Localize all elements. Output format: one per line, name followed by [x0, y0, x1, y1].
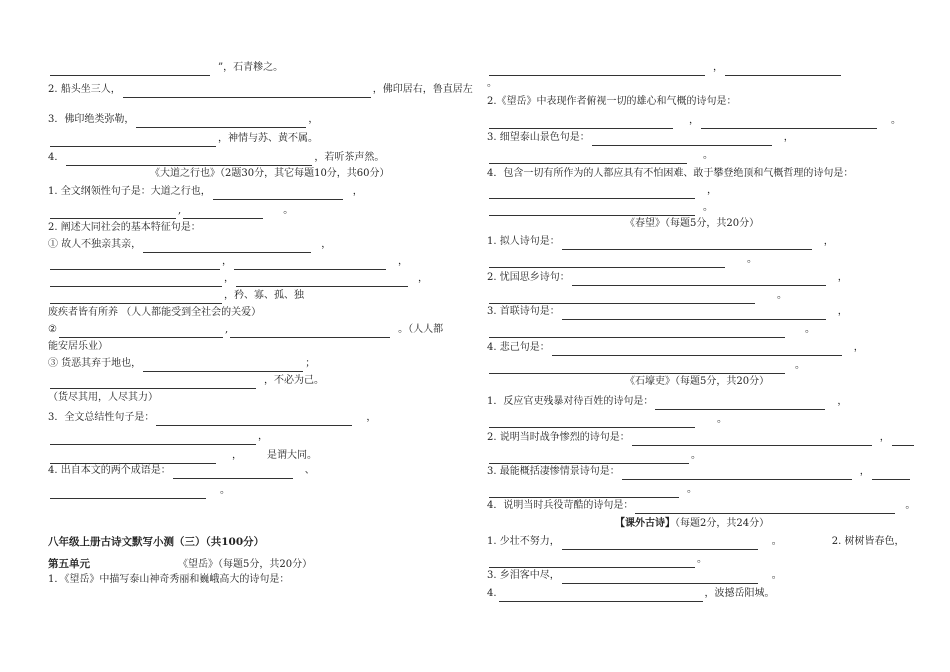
- text: ，: [366, 412, 377, 423]
- fill-blank[interactable]: [50, 62, 210, 76]
- text: 。: [687, 484, 697, 495]
- fill-blank[interactable]: [562, 236, 812, 250]
- kewai-q3: [487, 568, 782, 584]
- dadao-q2-line2: [48, 254, 408, 270]
- wangyue-section-header: 《望岳》（每题5分，共20分）: [178, 559, 313, 570]
- dadao-q2-title: [48, 220, 201, 236]
- text: 3．全文总结性句子是：: [48, 412, 155, 423]
- text: 。: [703, 150, 713, 161]
- text: （货尽其用，人尽其力）: [48, 392, 158, 403]
- unit-label: 第五单元: [48, 558, 90, 570]
- fill-blank[interactable]: [230, 324, 390, 338]
- left-q3-line2: [48, 131, 318, 147]
- fill-blank[interactable]: [489, 185, 695, 199]
- shihao-q1-line2: [487, 412, 727, 428]
- fill-blank[interactable]: [489, 115, 673, 129]
- fill-blank[interactable]: [592, 132, 772, 146]
- dadao-q2-line5: [48, 305, 261, 321]
- text: ，: [783, 132, 794, 143]
- text: 1．反应官吏残暴对待百姓的诗句是：: [487, 396, 654, 407]
- text: 、: [304, 465, 315, 476]
- text: ，矜、寡、孤、独: [224, 290, 304, 301]
- text: 2. 忧国思乡诗句：: [487, 272, 570, 283]
- fill-blank[interactable]: [701, 115, 877, 129]
- text: ，波撼岳阳城。: [704, 588, 775, 599]
- chunwang-q4-line2: [487, 358, 805, 374]
- shihao-q2: [487, 430, 916, 446]
- text: （每题2分，共24分）: [675, 518, 770, 529]
- fill-blank[interactable]: [562, 570, 758, 584]
- dadao-q2-item3: [48, 356, 315, 372]
- text: ，: [823, 236, 834, 247]
- fill-blank[interactable]: [622, 466, 852, 480]
- dadao-q1-line1: [48, 184, 363, 200]
- text: 4.: [487, 588, 497, 599]
- fill-blank[interactable]: [489, 414, 695, 428]
- fill-blank[interactable]: [489, 254, 725, 268]
- dadao-q4-line1: [48, 463, 315, 479]
- text: 4．说明当时兵役苛酷的诗句是：: [487, 500, 634, 511]
- unit-row: [48, 556, 312, 572]
- text: ，神情与苏、黄不属。: [218, 133, 318, 144]
- text: ，: [321, 239, 332, 250]
- fill-blank[interactable]: [50, 431, 256, 445]
- text: 4．: [48, 152, 65, 163]
- text: ，: [853, 342, 864, 353]
- text: 。: [905, 500, 916, 511]
- dadao-q3-line3: [48, 448, 317, 464]
- text: ③ 货恶其弃于地也，: [48, 358, 142, 369]
- kewai-section-header: [615, 516, 769, 532]
- text: 1. 拟人诗句是：: [487, 236, 560, 247]
- fill-blank[interactable]: [213, 186, 343, 200]
- text: 。: [771, 536, 782, 547]
- fill-blank[interactable]: [50, 485, 206, 499]
- fill-blank[interactable]: [872, 466, 910, 480]
- text: ，不必为己。: [264, 375, 324, 386]
- text: ，: [707, 185, 717, 196]
- dadao-q2-line10: [48, 390, 158, 406]
- fill-blank[interactable]: [50, 205, 176, 219]
- fill-blank[interactable]: [562, 306, 826, 320]
- text: 《大道之行也》（2题30分，其它每题10分，共60分）: [150, 168, 390, 179]
- text: ，: [837, 396, 848, 407]
- dadao-q4-line2: [48, 483, 230, 499]
- fill-blank[interactable]: [635, 500, 895, 514]
- text: 。: [487, 78, 497, 89]
- fill-blank[interactable]: [50, 256, 220, 270]
- text: ，: [224, 273, 234, 284]
- text: ，: [258, 431, 268, 442]
- chunwang-q1: [487, 234, 834, 250]
- dadao-q2-line3: [48, 271, 428, 287]
- text: 2.《望岳》中表现作者俯视一切的雄心和气概的诗句是：: [487, 96, 737, 107]
- text: ，: [689, 115, 699, 126]
- wangyue-q2: [487, 94, 737, 110]
- text: ，: [398, 256, 408, 267]
- fill-blank[interactable]: [489, 360, 785, 374]
- fill-blank[interactable]: [892, 432, 914, 446]
- dadao-q3-line2: [48, 429, 268, 445]
- text: ，: [222, 256, 232, 267]
- kewai-q2-line2: [487, 552, 707, 568]
- text: 。: [805, 324, 815, 335]
- left-q3-line1: [48, 112, 318, 128]
- text: 2. 树树皆春色，: [831, 536, 905, 547]
- fill-blank[interactable]: [572, 272, 826, 286]
- text: 。: [717, 414, 727, 425]
- text: ，: [837, 272, 848, 283]
- wangyue-q4-line2: [487, 183, 717, 199]
- text: ，: [837, 306, 848, 317]
- fill-blank[interactable]: [489, 554, 695, 568]
- text: ,: [178, 205, 182, 216]
- wangyue-q4: [487, 166, 853, 182]
- text: 1. 全文纲领性句子是：大道之行也，: [48, 186, 211, 197]
- dadao-q2-line9: [48, 373, 324, 389]
- text: ，: [308, 114, 319, 125]
- fill-blank[interactable]: [143, 239, 311, 253]
- fill-blank[interactable]: [489, 484, 679, 498]
- test-title: [48, 534, 264, 550]
- dadao-q2-line4: [48, 288, 304, 304]
- text: 3. 最能概括凄惨情景诗句是：: [487, 466, 620, 477]
- fill-blank[interactable]: [562, 536, 758, 550]
- fill-blank[interactable]: [66, 152, 312, 166]
- text: 。: [777, 290, 787, 301]
- fill-blank[interactable]: [489, 62, 705, 76]
- text: 八年级上册古诗文默写小测（三）（共100分）: [48, 536, 265, 548]
- shihao-q3-line2: [487, 482, 697, 498]
- text: 2. 船头坐三人，: [48, 84, 121, 95]
- fill-blank[interactable]: [50, 290, 222, 304]
- text: 。: [771, 570, 782, 581]
- fill-blank[interactable]: [50, 450, 216, 464]
- fill-blank[interactable]: [489, 324, 785, 338]
- text: 2. 说明当时战争惨烈的诗句是：: [487, 432, 630, 443]
- dadao-q2-item2: ② , 。（人人都: [48, 322, 443, 338]
- text: ，: [352, 186, 363, 197]
- chunwang-q3-line2: [487, 322, 815, 338]
- right-line-1: [487, 60, 843, 76]
- chunwang-q2-line2: [487, 288, 787, 304]
- chunwang-q3: [487, 304, 848, 320]
- left-q2: [48, 82, 473, 98]
- text: ， 是谓大同。: [232, 450, 317, 461]
- right-line-2: [487, 76, 497, 92]
- dadao-section-header: [150, 166, 390, 182]
- text: 。: [703, 202, 713, 213]
- text: 《春望》（每题5分，共20分）: [625, 218, 760, 229]
- dadao-q1-line2: [48, 203, 293, 219]
- kewai-q1-q2: [487, 534, 904, 550]
- fill-blank[interactable]: [489, 450, 689, 464]
- fill-blank[interactable]: [499, 588, 703, 602]
- text: 3. 乡泪客中尽，: [487, 570, 560, 581]
- fill-blank[interactable]: [59, 324, 223, 338]
- shihao-q1: [487, 394, 847, 410]
- text: 。: [697, 554, 707, 565]
- text: 。: [691, 450, 701, 461]
- shihao-q2-line2: [487, 448, 701, 464]
- text: ；: [305, 358, 316, 369]
- chunwang-q1-line2: [487, 252, 757, 268]
- text: 4. 悲己句是：: [487, 342, 550, 353]
- text: 3．佛印绝类弥勒，: [48, 114, 135, 125]
- fill-blank[interactable]: [156, 412, 352, 426]
- dadao-q2-item1: [48, 237, 331, 253]
- text: 3. 首联诗句是：: [487, 306, 560, 317]
- text: 。: [283, 205, 294, 216]
- text: 。: [891, 115, 901, 126]
- chunwang-q2: [487, 270, 848, 286]
- fill-blank[interactable]: [236, 273, 408, 287]
- shihao-q4: [487, 498, 915, 514]
- fill-blank[interactable]: [552, 342, 842, 356]
- wangyue-q4-line3: [487, 200, 713, 216]
- wangyue-q3-line2: [487, 148, 713, 164]
- text: 2. 阐述大同社会的基本特征句是：: [48, 222, 201, 233]
- fill-blank[interactable]: [632, 432, 872, 446]
- fill-blank[interactable]: [489, 202, 695, 216]
- kewai-q4: [487, 586, 775, 602]
- fill-blank[interactable]: [143, 358, 303, 372]
- text: ，若听茶声然。: [314, 152, 385, 163]
- text: 《石壕吏》（每题5分，共20分）: [625, 376, 770, 387]
- fill-blank[interactable]: [50, 273, 222, 287]
- wangyue-q1: [48, 572, 289, 588]
- fill-blank[interactable]: [50, 375, 256, 389]
- text: 。: [795, 360, 805, 371]
- shihao-section-header: [625, 374, 769, 390]
- text: ，: [713, 62, 723, 73]
- left-q4: [48, 150, 384, 166]
- text: 1．《望岳》中描写泰山神奇秀丽和巍峨高大的诗句是：: [48, 574, 290, 585]
- fill-blank[interactable]: [655, 396, 825, 410]
- chunwang-section-header: [625, 216, 759, 232]
- fill-blank[interactable]: [123, 84, 371, 98]
- text: ，: [418, 273, 428, 284]
- text: 4. 出自本文的两个成语是：: [48, 465, 171, 476]
- fill-blank[interactable]: [50, 133, 216, 147]
- text: ，佛印居右，鲁直居左: [372, 84, 473, 95]
- text: 3. 细望泰山景色句是：: [487, 132, 590, 143]
- fill-blank[interactable]: [725, 62, 841, 76]
- wangyue-q2-line2: [487, 113, 901, 129]
- fill-blank[interactable]: [173, 465, 293, 479]
- fill-blank[interactable]: [183, 205, 263, 219]
- fill-blank[interactable]: [136, 114, 306, 128]
- text: ，: [859, 466, 870, 477]
- fill-blank[interactable]: [489, 150, 687, 164]
- fill-blank[interactable]: [234, 256, 386, 270]
- wangyue-q3: [487, 130, 794, 146]
- text: 能安居乐业）: [48, 341, 108, 352]
- text: 【课外古诗】: [615, 518, 675, 529]
- text: ① 故人不独亲其亲，: [48, 239, 142, 250]
- dadao-q3-line1: [48, 410, 376, 426]
- text: 。: [747, 254, 757, 265]
- text: 废疾者皆有所养 （人人都能受到全社会的关爱）: [48, 307, 262, 318]
- text: 。: [220, 485, 230, 496]
- text: 1. 少壮不努力，: [487, 536, 560, 547]
- text: 。（人人都: [398, 324, 444, 335]
- shihao-q3: [487, 464, 912, 480]
- text: ②: [48, 324, 57, 335]
- text: ”，石青糁之。: [218, 62, 284, 73]
- dadao-q2-line7: [48, 339, 108, 355]
- text: ，: [879, 432, 890, 443]
- fill-blank[interactable]: [489, 290, 755, 304]
- left-line-1: [48, 60, 283, 76]
- chunwang-q4: [487, 340, 864, 356]
- text: 4．包含一切有所作为的人都应具有不怕困难、敢于攀登绝顶和气概哲理的诗句是：: [487, 168, 854, 179]
